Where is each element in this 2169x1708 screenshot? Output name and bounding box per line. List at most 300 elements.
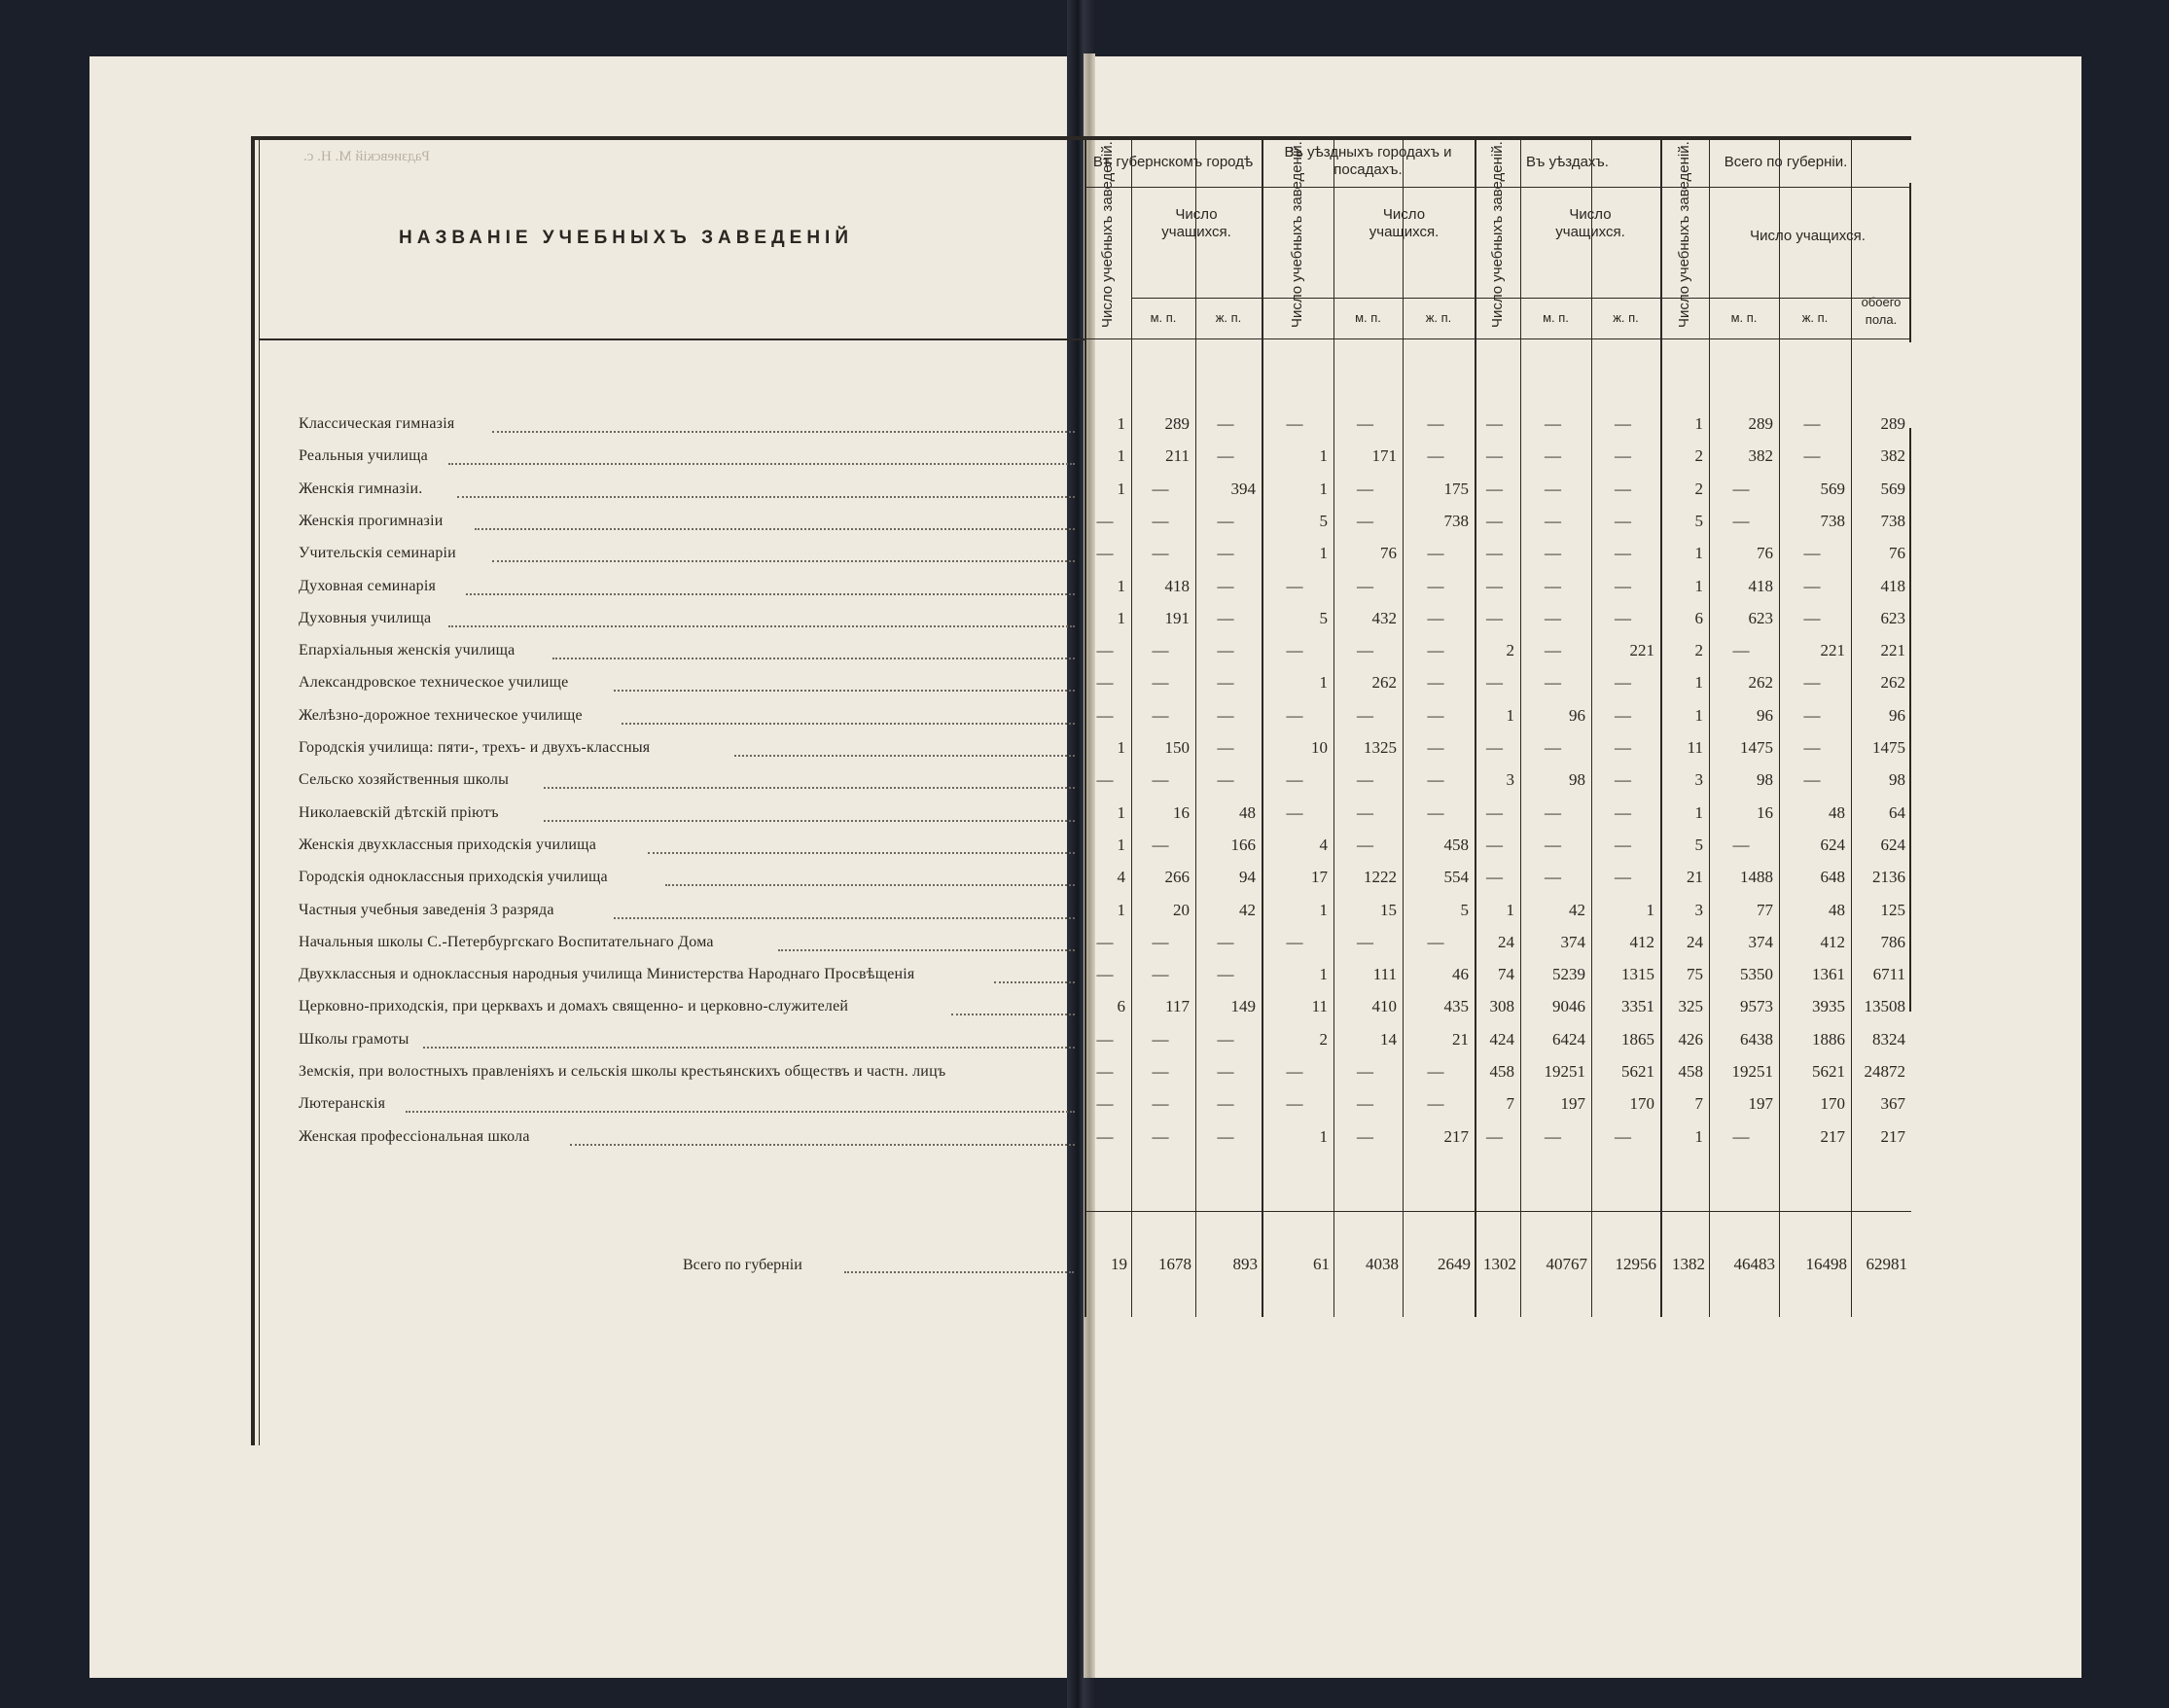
table-cell: 96 bbox=[1569, 705, 1585, 725]
table-cell: — bbox=[1427, 641, 1444, 660]
table-cell: 20 bbox=[1173, 900, 1190, 919]
total-row-label: Всего по губерніи bbox=[683, 1257, 802, 1273]
table-cell: 14 bbox=[1380, 1029, 1397, 1049]
table-cell: — bbox=[1217, 770, 1234, 790]
table-cell: — bbox=[1217, 673, 1234, 693]
table-cell: — bbox=[1357, 1126, 1373, 1146]
sex-column-header: ж. п. bbox=[1215, 310, 1242, 325]
total-cell: 2649 bbox=[1438, 1255, 1471, 1273]
dot-leader bbox=[466, 593, 1075, 595]
table-cell: 394 bbox=[1230, 479, 1256, 498]
table-cell: — bbox=[1152, 544, 1169, 563]
table-cell: — bbox=[1152, 965, 1169, 984]
table-cell: 2136 bbox=[1872, 868, 1905, 887]
table-cell: — bbox=[1803, 673, 1821, 693]
table-cell: — bbox=[1357, 932, 1373, 951]
total-cell: 40767 bbox=[1546, 1255, 1587, 1273]
table-cell: 1475 bbox=[1740, 738, 1773, 757]
dot-leader bbox=[544, 820, 1075, 822]
table-cell: — bbox=[1615, 446, 1631, 466]
table-cell: 9573 bbox=[1740, 997, 1773, 1016]
table-cell: 5 bbox=[1319, 608, 1328, 627]
table-cell: — bbox=[1615, 414, 1631, 433]
school-type-label: Начальныя школы С.-Петербургскаго Воспитательнаго Дома bbox=[299, 933, 714, 950]
table-cell: — bbox=[1427, 1062, 1444, 1081]
table-cell: 3 bbox=[1694, 900, 1703, 919]
table-cell: 382 bbox=[1880, 446, 1905, 466]
table-cell: 262 bbox=[1748, 673, 1773, 693]
table-cell: — bbox=[1217, 1062, 1234, 1081]
table-cell: — bbox=[1732, 641, 1750, 660]
table-cell: — bbox=[1486, 544, 1503, 563]
table-cell: 7 bbox=[1506, 1094, 1514, 1114]
total-cell: 61 bbox=[1313, 1255, 1330, 1273]
school-type-label: Церковно-приходскія, при церквахъ и домахъ священно- и церковно-служителей bbox=[299, 998, 849, 1015]
school-type-label: Женская профессіональная школа bbox=[299, 1127, 530, 1145]
table-cell: 217 bbox=[1443, 1126, 1469, 1146]
table-cell: 5 bbox=[1694, 835, 1703, 854]
left-page bbox=[89, 56, 1084, 1678]
table-cell: 211 bbox=[1165, 446, 1190, 466]
table-cell: 1315 bbox=[1621, 965, 1654, 984]
table-cell: 42 bbox=[1239, 900, 1256, 919]
table-cell: 24 bbox=[1498, 932, 1514, 951]
table-cell: — bbox=[1427, 608, 1444, 627]
table-cell: 432 bbox=[1371, 608, 1397, 627]
table-cell: 98 bbox=[1889, 770, 1905, 790]
table-cell: — bbox=[1217, 576, 1234, 595]
school-type-label: Женскія прогимназіи bbox=[299, 512, 444, 529]
table-cell: 5350 bbox=[1740, 965, 1773, 984]
table-cell: — bbox=[1357, 641, 1373, 660]
table-cell: 77 bbox=[1757, 900, 1773, 919]
table-cell: — bbox=[1545, 641, 1561, 660]
table-cell: — bbox=[1427, 738, 1444, 757]
table-cell: 1 bbox=[1319, 479, 1328, 498]
table-cell: — bbox=[1152, 479, 1169, 498]
table-cell: 46 bbox=[1452, 965, 1469, 984]
table-cell: — bbox=[1357, 479, 1373, 498]
table-cell: 166 bbox=[1230, 835, 1256, 854]
school-type-label: Городскія училища: пяти-, трехъ- и двухъ-классныя bbox=[299, 739, 651, 756]
school-type-label: Школы грамоты bbox=[299, 1030, 409, 1048]
table-cell: 217 bbox=[1820, 1126, 1845, 1146]
school-type-label: Земскія, при волостныхъ правленіяхъ и сельскія школы крестьянскихъ обществъ и частн. лицъ bbox=[299, 1063, 946, 1080]
dot-leader bbox=[448, 463, 1075, 465]
table-cell: — bbox=[1217, 446, 1234, 466]
table-cell: — bbox=[1427, 544, 1444, 563]
table-cell: 8324 bbox=[1872, 1029, 1905, 1049]
table-cell: 325 bbox=[1678, 997, 1703, 1016]
count-header: Число учебныхъ заведеній. bbox=[1099, 141, 1116, 328]
table-cell: 125 bbox=[1880, 900, 1905, 919]
table-cell: — bbox=[1732, 1126, 1750, 1146]
table-cell: — bbox=[1152, 1126, 1169, 1146]
table-cell: — bbox=[1545, 738, 1561, 757]
table-cell: — bbox=[1217, 1126, 1234, 1146]
table-cell: 5621 bbox=[1812, 1062, 1845, 1081]
table-cell: — bbox=[1486, 608, 1503, 627]
table-cell: 17 bbox=[1311, 868, 1328, 887]
table-cell: 1 bbox=[1506, 705, 1514, 725]
table-cell: — bbox=[1357, 1062, 1373, 1081]
table-cell: — bbox=[1486, 479, 1503, 498]
table-cell: — bbox=[1427, 446, 1444, 466]
table-cell: — bbox=[1427, 770, 1444, 790]
table-cell: 5239 bbox=[1552, 965, 1585, 984]
table-cell: — bbox=[1545, 802, 1561, 822]
table-cell: — bbox=[1217, 1029, 1234, 1049]
total-line bbox=[1084, 1211, 1911, 1212]
school-type-label: Классическая гимназія bbox=[299, 415, 455, 432]
table-cell: 149 bbox=[1230, 997, 1256, 1016]
table-cell: 64 bbox=[1889, 802, 1905, 822]
total-cell: 46483 bbox=[1733, 1255, 1775, 1273]
table-cell: 1865 bbox=[1621, 1029, 1654, 1049]
table-cell: 1 bbox=[1117, 576, 1125, 595]
table-cell: 94 bbox=[1239, 868, 1256, 887]
table-cell: — bbox=[1615, 479, 1631, 498]
table-cell: — bbox=[1486, 1126, 1503, 1146]
table-cell: 2 bbox=[1319, 1029, 1328, 1049]
table-cell: — bbox=[1427, 576, 1444, 595]
table-cell: 382 bbox=[1748, 446, 1773, 466]
table-cell: 5 bbox=[1460, 900, 1469, 919]
table-cell: — bbox=[1545, 1126, 1561, 1146]
pupils-header: Число учащихся. bbox=[1750, 228, 1866, 244]
school-type-label: Двухклассныя и одноклассныя народныя училища Министерства Народнаго Просвѣщенія bbox=[299, 966, 915, 983]
table-cell: 648 bbox=[1820, 868, 1845, 887]
table-cell: — bbox=[1152, 1029, 1169, 1049]
dot-leader bbox=[665, 884, 1075, 886]
table-cell: — bbox=[1357, 511, 1373, 530]
table-cell: 1222 bbox=[1364, 868, 1397, 887]
table-cell: — bbox=[1357, 1094, 1373, 1114]
table-cell: — bbox=[1486, 868, 1503, 887]
table-cell: — bbox=[1427, 705, 1444, 725]
table-cell: 76 bbox=[1757, 544, 1773, 563]
table-cell: — bbox=[1096, 673, 1114, 693]
table-cell: 624 bbox=[1820, 835, 1845, 854]
table-cell: — bbox=[1545, 576, 1561, 595]
table-cell: 1 bbox=[1117, 835, 1125, 854]
table-cell: 7 bbox=[1694, 1094, 1703, 1114]
pupils-header: Число учащихся. bbox=[1369, 206, 1440, 240]
table-cell: — bbox=[1803, 446, 1821, 466]
table-cell: 412 bbox=[1629, 932, 1654, 951]
table-cell: — bbox=[1152, 1062, 1169, 1081]
table-cell: — bbox=[1615, 1126, 1631, 1146]
table-cell: — bbox=[1486, 802, 1503, 822]
sex-column-header: м. п. bbox=[1355, 310, 1381, 325]
table-cell: — bbox=[1286, 932, 1303, 951]
dot-leader bbox=[844, 1271, 1074, 1273]
dot-leader bbox=[614, 917, 1076, 919]
table-cell: 9046 bbox=[1552, 997, 1585, 1016]
table-cell: 1 bbox=[1117, 414, 1125, 433]
school-type-label: Николаевскій дѣтскій пріютъ bbox=[299, 803, 499, 821]
school-type-label: Епархіальныя женскія училища bbox=[299, 642, 516, 659]
count-header: Число учебныхъ заведеній. bbox=[1289, 141, 1305, 328]
table-cell: — bbox=[1427, 802, 1444, 822]
table-cell: — bbox=[1615, 802, 1631, 822]
frame-left bbox=[251, 136, 255, 1445]
total-cell: 16498 bbox=[1805, 1255, 1847, 1273]
table-cell: 1 bbox=[1117, 479, 1125, 498]
table-cell: — bbox=[1217, 932, 1234, 951]
table-cell: 426 bbox=[1678, 1029, 1703, 1049]
pupils-header: Число учащихся. bbox=[1161, 206, 1231, 240]
table-cell: 6711 bbox=[1872, 965, 1905, 984]
table-cell: — bbox=[1286, 802, 1303, 822]
table-cell: 1 bbox=[1117, 802, 1125, 822]
table-cell: — bbox=[1615, 835, 1631, 854]
table-cell: 374 bbox=[1560, 932, 1585, 951]
table-cell: 435 bbox=[1443, 997, 1469, 1016]
table-cell: 1 bbox=[1694, 802, 1703, 822]
school-type-label: Частныя учебныя заведенія 3 разряда bbox=[299, 901, 554, 918]
dot-leader bbox=[423, 1047, 1075, 1049]
table-cell: 5 bbox=[1319, 511, 1328, 530]
table-cell: 623 bbox=[1880, 608, 1905, 627]
table-cell: 21 bbox=[1452, 1029, 1469, 1049]
total-cell: 62981 bbox=[1866, 1255, 1907, 1273]
table-cell: 289 bbox=[1164, 414, 1190, 433]
dot-leader bbox=[448, 625, 1075, 627]
table-cell: — bbox=[1615, 868, 1631, 887]
school-type-label: Желѣзно-дорожное техническое училище bbox=[299, 706, 583, 724]
table-cell: — bbox=[1803, 608, 1821, 627]
table-cell: — bbox=[1427, 1094, 1444, 1114]
table-cell: — bbox=[1217, 414, 1234, 433]
table-cell: — bbox=[1096, 1094, 1114, 1114]
table-cell: — bbox=[1615, 673, 1631, 693]
total-cell: 1678 bbox=[1158, 1255, 1191, 1273]
table-cell: 623 bbox=[1748, 608, 1773, 627]
table-cell: — bbox=[1615, 738, 1631, 757]
table-cell: — bbox=[1217, 511, 1234, 530]
table-cell: 412 bbox=[1820, 932, 1845, 951]
table-cell: — bbox=[1096, 705, 1114, 725]
table-cell: 1488 bbox=[1740, 868, 1773, 887]
table-cell: 418 bbox=[1748, 576, 1773, 595]
table-cell: — bbox=[1803, 544, 1821, 563]
table-cell: — bbox=[1615, 544, 1631, 563]
table-cell: — bbox=[1152, 770, 1169, 790]
table-cell: 1 bbox=[1694, 1126, 1703, 1146]
table-cell: — bbox=[1096, 1126, 1114, 1146]
total-cell: 19 bbox=[1111, 1255, 1127, 1273]
dot-leader bbox=[622, 723, 1075, 725]
table-cell: — bbox=[1486, 414, 1503, 433]
table-cell: 24 bbox=[1687, 932, 1703, 951]
table-cell: — bbox=[1545, 868, 1561, 887]
table-cell: 458 bbox=[1489, 1062, 1514, 1081]
dot-leader bbox=[552, 658, 1075, 659]
table-cell: 418 bbox=[1880, 576, 1905, 595]
table-cell: — bbox=[1486, 673, 1503, 693]
table-cell: 1361 bbox=[1812, 965, 1845, 984]
table-cell: — bbox=[1357, 414, 1373, 433]
table-cell: — bbox=[1615, 576, 1631, 595]
sex-column-header: м. п. bbox=[1730, 310, 1758, 325]
table-cell: 5 bbox=[1694, 511, 1703, 530]
table-cell: — bbox=[1803, 738, 1821, 757]
table-cell: 410 bbox=[1371, 997, 1397, 1016]
total-cell: 12956 bbox=[1615, 1255, 1656, 1273]
table-cell: 1 bbox=[1117, 446, 1125, 466]
table-cell: 76 bbox=[1380, 544, 1397, 563]
table-cell: — bbox=[1217, 641, 1234, 660]
table-cell: 4 bbox=[1117, 868, 1125, 887]
table-cell: — bbox=[1545, 835, 1561, 854]
dot-leader bbox=[778, 949, 1075, 951]
dot-leader bbox=[951, 1014, 1075, 1015]
table-cell: — bbox=[1357, 576, 1373, 595]
table-cell: 170 bbox=[1629, 1094, 1654, 1114]
group-header: Въ губернскомъ городѣ bbox=[1092, 154, 1254, 170]
table-cell: 4 bbox=[1319, 835, 1328, 854]
table-cell: — bbox=[1152, 705, 1169, 725]
table-cell: 42 bbox=[1569, 900, 1585, 919]
table-cell: 1475 bbox=[1872, 738, 1905, 757]
table-cell: 3351 bbox=[1621, 997, 1654, 1016]
table-cell: — bbox=[1286, 576, 1303, 595]
table-cell: — bbox=[1096, 511, 1114, 530]
table-cell: 738 bbox=[1880, 511, 1905, 530]
pupils-header: Число учащихся. bbox=[1555, 206, 1625, 240]
school-type-label: Учительскія семинаріи bbox=[299, 545, 456, 562]
table-cell: — bbox=[1217, 705, 1234, 725]
table-cell: — bbox=[1803, 576, 1821, 595]
table-cell: — bbox=[1427, 673, 1444, 693]
table-cell: 1 bbox=[1319, 446, 1328, 466]
school-type-label: Городскія одноклассныя приходскія училища bbox=[299, 869, 608, 886]
dot-leader bbox=[492, 560, 1075, 562]
table-cell: 1 bbox=[1319, 900, 1328, 919]
dot-leader bbox=[544, 787, 1075, 789]
table-cell: 262 bbox=[1880, 673, 1905, 693]
table-cell: 15 bbox=[1380, 900, 1397, 919]
table-cell: 738 bbox=[1820, 511, 1845, 530]
table-cell: — bbox=[1286, 641, 1303, 660]
table-cell: — bbox=[1486, 511, 1503, 530]
table-cell: 6 bbox=[1694, 608, 1703, 627]
table-cell: 2 bbox=[1694, 641, 1703, 660]
sex-column-header: ж. п. bbox=[1801, 310, 1829, 325]
table-cell: 1 bbox=[1694, 705, 1703, 725]
table-cell: — bbox=[1427, 932, 1444, 951]
table-cell: 1 bbox=[1319, 965, 1328, 984]
table-cell: 6 bbox=[1117, 997, 1125, 1016]
table-cell: — bbox=[1732, 511, 1750, 530]
table-cell: — bbox=[1096, 1029, 1114, 1049]
table-cell: — bbox=[1615, 511, 1631, 530]
table-cell: — bbox=[1217, 1094, 1234, 1114]
table-cell: — bbox=[1545, 544, 1561, 563]
table-cell: — bbox=[1286, 705, 1303, 725]
table-cell: — bbox=[1545, 479, 1561, 498]
table-cell: — bbox=[1217, 608, 1234, 627]
table-cell: — bbox=[1803, 770, 1821, 790]
table-cell: 1 bbox=[1319, 1126, 1328, 1146]
table-cell: 458 bbox=[1443, 835, 1469, 854]
sex-column-header: м. п. bbox=[1543, 310, 1569, 325]
table-cell: 1886 bbox=[1812, 1029, 1845, 1049]
table-cell: 217 bbox=[1880, 1126, 1905, 1146]
table-cell: 1 bbox=[1117, 738, 1125, 757]
table-cell: 11 bbox=[1687, 738, 1703, 757]
table-cell: 367 bbox=[1880, 1094, 1905, 1114]
table-cell: 374 bbox=[1748, 932, 1773, 951]
table-cell: — bbox=[1545, 608, 1561, 627]
table-cell: 1 bbox=[1694, 414, 1703, 433]
table-cell: — bbox=[1357, 835, 1373, 854]
table-cell: 6438 bbox=[1740, 1029, 1773, 1049]
table-cell: 197 bbox=[1748, 1094, 1773, 1114]
total-cell: 1382 bbox=[1672, 1255, 1705, 1273]
school-type-label: Женскія гимназіи. bbox=[299, 480, 423, 497]
table-cell: — bbox=[1486, 738, 1503, 757]
table-cell: — bbox=[1357, 802, 1373, 822]
table-cell: 1325 bbox=[1364, 738, 1397, 757]
table-cell: 6424 bbox=[1552, 1029, 1585, 1049]
table-cell: 197 bbox=[1560, 1094, 1585, 1114]
table-cell: 24872 bbox=[1864, 1062, 1905, 1081]
table-cell: 98 bbox=[1569, 770, 1585, 790]
table-cell: — bbox=[1545, 511, 1561, 530]
total-cell: 1302 bbox=[1483, 1255, 1516, 1273]
table-cell: — bbox=[1286, 1062, 1303, 1081]
table-cell: 13508 bbox=[1864, 997, 1905, 1016]
table-cell: 262 bbox=[1371, 673, 1397, 693]
table-cell: 3 bbox=[1506, 770, 1514, 790]
table-cell: 569 bbox=[1880, 479, 1905, 498]
count-header: Число учебныхъ заведеній. bbox=[1676, 141, 1692, 328]
table-cell: 1 bbox=[1694, 544, 1703, 563]
table-cell: — bbox=[1615, 770, 1631, 790]
count-header: Число учебныхъ заведеній. bbox=[1488, 141, 1506, 328]
table-cell: 289 bbox=[1748, 414, 1773, 433]
table-cell: — bbox=[1096, 1062, 1114, 1081]
school-type-label: Реальныя училища bbox=[299, 447, 428, 465]
group-header: Въ уѣздныхъ городахъ и посадахъ. bbox=[1284, 144, 1452, 178]
table-cell: — bbox=[1357, 705, 1373, 725]
table-cell: — bbox=[1152, 511, 1169, 530]
table-cell: — bbox=[1096, 641, 1114, 660]
table-cell: 1 bbox=[1646, 900, 1654, 919]
table-cell: — bbox=[1545, 673, 1561, 693]
table-cell: 458 bbox=[1678, 1062, 1703, 1081]
table-cell: — bbox=[1096, 544, 1114, 563]
table-cell: 1 bbox=[1694, 576, 1703, 595]
table-cell: 111 bbox=[1372, 965, 1397, 984]
table-cell: 624 bbox=[1880, 835, 1905, 854]
table-cell: 2 bbox=[1694, 479, 1703, 498]
frame-left-inner bbox=[259, 136, 260, 1445]
table-cell: — bbox=[1803, 705, 1821, 725]
sex-column-header: ж. п. bbox=[1613, 310, 1639, 325]
dot-leader bbox=[475, 528, 1075, 530]
table-cell: 221 bbox=[1629, 641, 1654, 660]
sex-column-header: м. п. bbox=[1150, 310, 1177, 325]
table-cell: — bbox=[1096, 965, 1114, 984]
table-cell: — bbox=[1486, 576, 1503, 595]
table-cell: — bbox=[1152, 673, 1169, 693]
table-cell: — bbox=[1217, 544, 1234, 563]
table-cell: 3935 bbox=[1812, 997, 1845, 1016]
table-cell: — bbox=[1152, 932, 1169, 951]
